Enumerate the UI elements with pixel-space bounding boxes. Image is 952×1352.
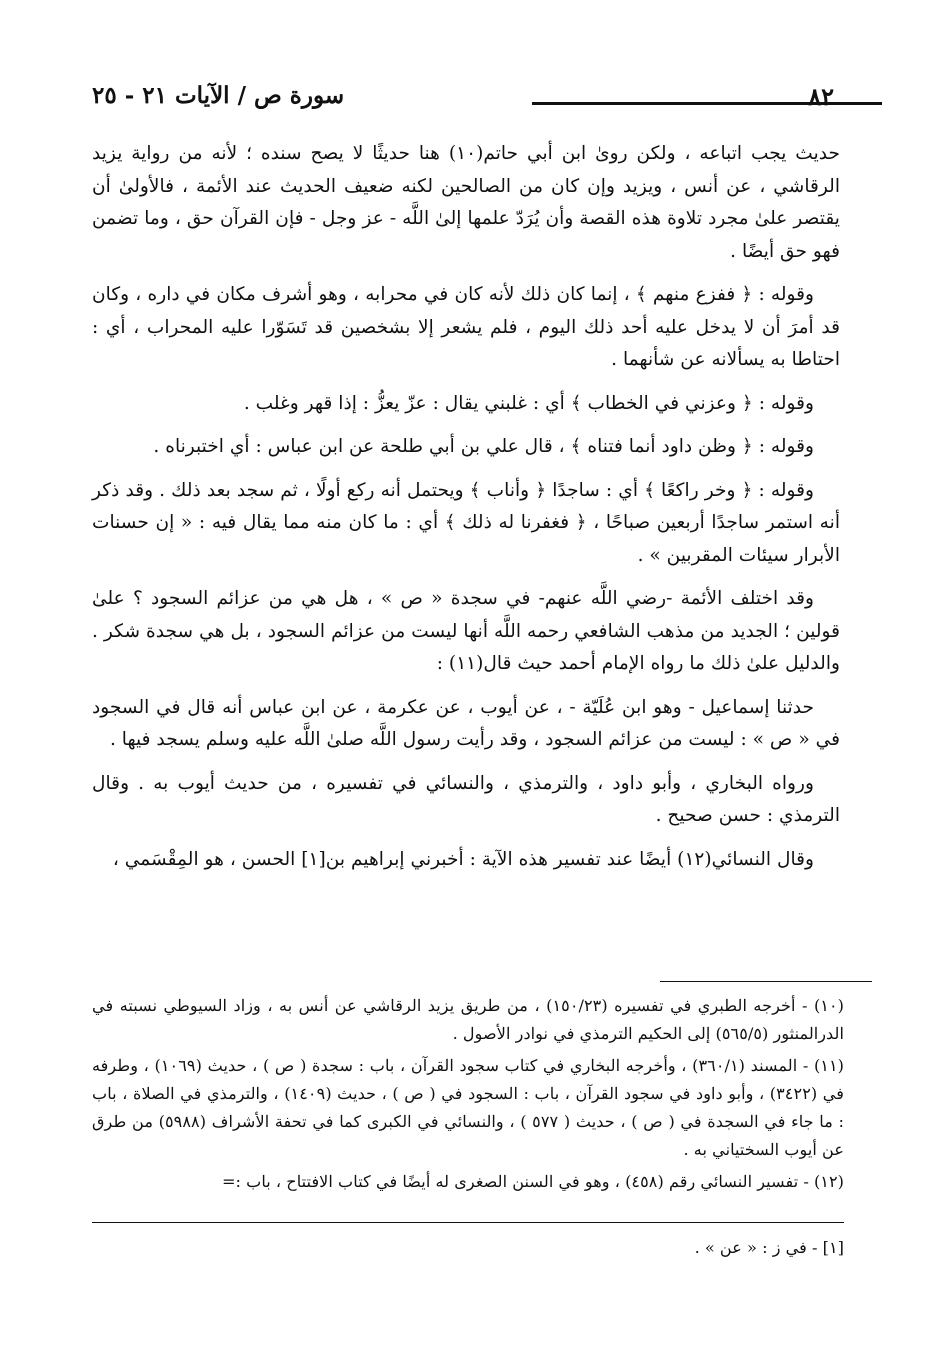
paragraph-9: وقال النسائي(١٢) أيضًا عند تفسير هذه الآية : أخبرني إبراهيم بن[١] الحسن ، هو المِقْسَمي ،	[112, 848, 814, 870]
footnote-11: (١١) - المسند (٣٦٠/١) ، وأخرجه البخاري في كتاب سجود القرآن ، باب : سجدة ( ص ) ، حديث (١٠٦٩) ، وطرفه في (٣٤٢٢) ، وأبو داود في سجود القرآن ، باب : السجود في ( ص ) ، حديث (١٤٠٩) ، والترمذي في الصلاة ، باب : ما جاء في السجدة في ( ص ) ، حديث ( ٥٧٧ ) ، والنسائي في الكبرى كما في تحفة الأشراف (٥٩٨٨) من طرق عن أيوب السختياني به .	[92, 1056, 844, 1159]
editor-note: [١] - في ز : « عن » .	[694, 1238, 844, 1257]
main-text	[92, 138, 840, 887]
paragraph-7: حدثنا إسماعيل - وهو ابن عُلَيّة - ، عن أيوب ، عن عكرمة ، عن ابن عباس أنه قال في السجود في « ص » : ليست من عزائم السجود ، وقد رأيت رسول اللَّه صلىٰ اللَّه عليه وسلم يسجد فيها .	[92, 696, 840, 750]
footnote-12: (١٢) - تفسير النسائي رقم (٤٥٨) ، وهو في السنن الصغرى له أيضًا في كتاب الافتتاح ، باب :=	[221, 1172, 844, 1191]
paragraph-8: ورواه البخاري ، وأبو داود ، والترمذي ، والنسائي في تفسيره ، من حديث أيوب به . وقال الترمذي : حسن صحيح .	[92, 772, 840, 826]
page-header	[92, 80, 834, 120]
paragraph-5: وقوله : ﴿ وخر راكعًا ﴾ أي : ساجدًا ﴿ وأناب ﴾ ويحتمل أنه ركع أولًا ، ثم سجد بعد ذلك . وقد ذكر أنه استمر ساجدًا أربعين صباحًا ، ﴿ فغفرنا له ذلك ﴾ أي : ما كان منه مما يقال فيه : « إن حسنات الأبرار سيئات المقربين » .	[92, 479, 840, 566]
paragraph-3: وقوله : ﴿ وعزني في الخطاب ﴾ أي : غلبني يقال : عزّ يعزُّ : إذا قهر وغلب .	[243, 392, 814, 414]
footnote-10: (١٠) - أخرجه الطبري في تفسيره (١٥٠/٢٣) ، من طريق يزيد الرقاشي عن أنس به ، وزاد السيوطي نسبته في الدرالمنثور (٥٦٥/٥) إلى الحكيم الترمذي في نوادر الأصول .	[92, 996, 844, 1043]
running-title: سورة ص / الآيات ٢١ - ٢٥	[92, 82, 345, 109]
paragraph-6: وقد اختلف الأئمة -رضي اللَّه عنهم- في سجدة « ص » ، هل هي من عزائم السجود ؟ علىٰ قولين ؛ الجديد من مذهب الشافعي رحمه اللَّه أنها ليست من عزائم السجود ، بل هي سجدة شكر . والدليل علىٰ ذلك ما رواه الإمام أحمد حيث قال(١١) :	[92, 588, 840, 674]
footnotes	[92, 992, 844, 1200]
paragraph-4: وقوله : ﴿ وظن داود أنما فتناه ﴾ ، قال علي بن أبي طلحة عن ابن عباس : أي اختبرناه .	[153, 436, 814, 457]
paragraph-1: حديث يجب اتباعه ، ولكن روىٰ ابن أبي حاتم(١٠) هنا حديثًا لا يصح سنده ؛ لأنه من رواية يزيد الرقاشي ، عن أنس ، ويزيد وإن كان من الصالحين لكنه ضعيف الحديث عند الأئمة ، فالأولىٰ أن يقتصر علىٰ مجرد تلاوة هذه القصة وأن يُرَدّ علمها إلىٰ اللَّه - عز وجل - فإن القرآن حق ، وما تضمن فهو حق أيضًا .	[92, 143, 840, 262]
paragraph-2: وقوله : ﴿ ففزع منهم ﴾ ، إنما كان ذلك لأنه كان في محرابه ، وهو أشرف مكان في داره ، وكان قد أمرَ أن لا يدخل عليه أحد ذلك اليوم ، فلم يشعر إلا بشخصين قد تَسَوّرا عليه المحراب ، أي : احتاطا به يسألانه عن شأنهما .	[92, 284, 840, 370]
page-number: ٨٢	[808, 82, 834, 111]
header-rule	[532, 102, 882, 105]
editor-note-separator	[92, 1222, 844, 1223]
footnote-separator	[660, 981, 872, 982]
